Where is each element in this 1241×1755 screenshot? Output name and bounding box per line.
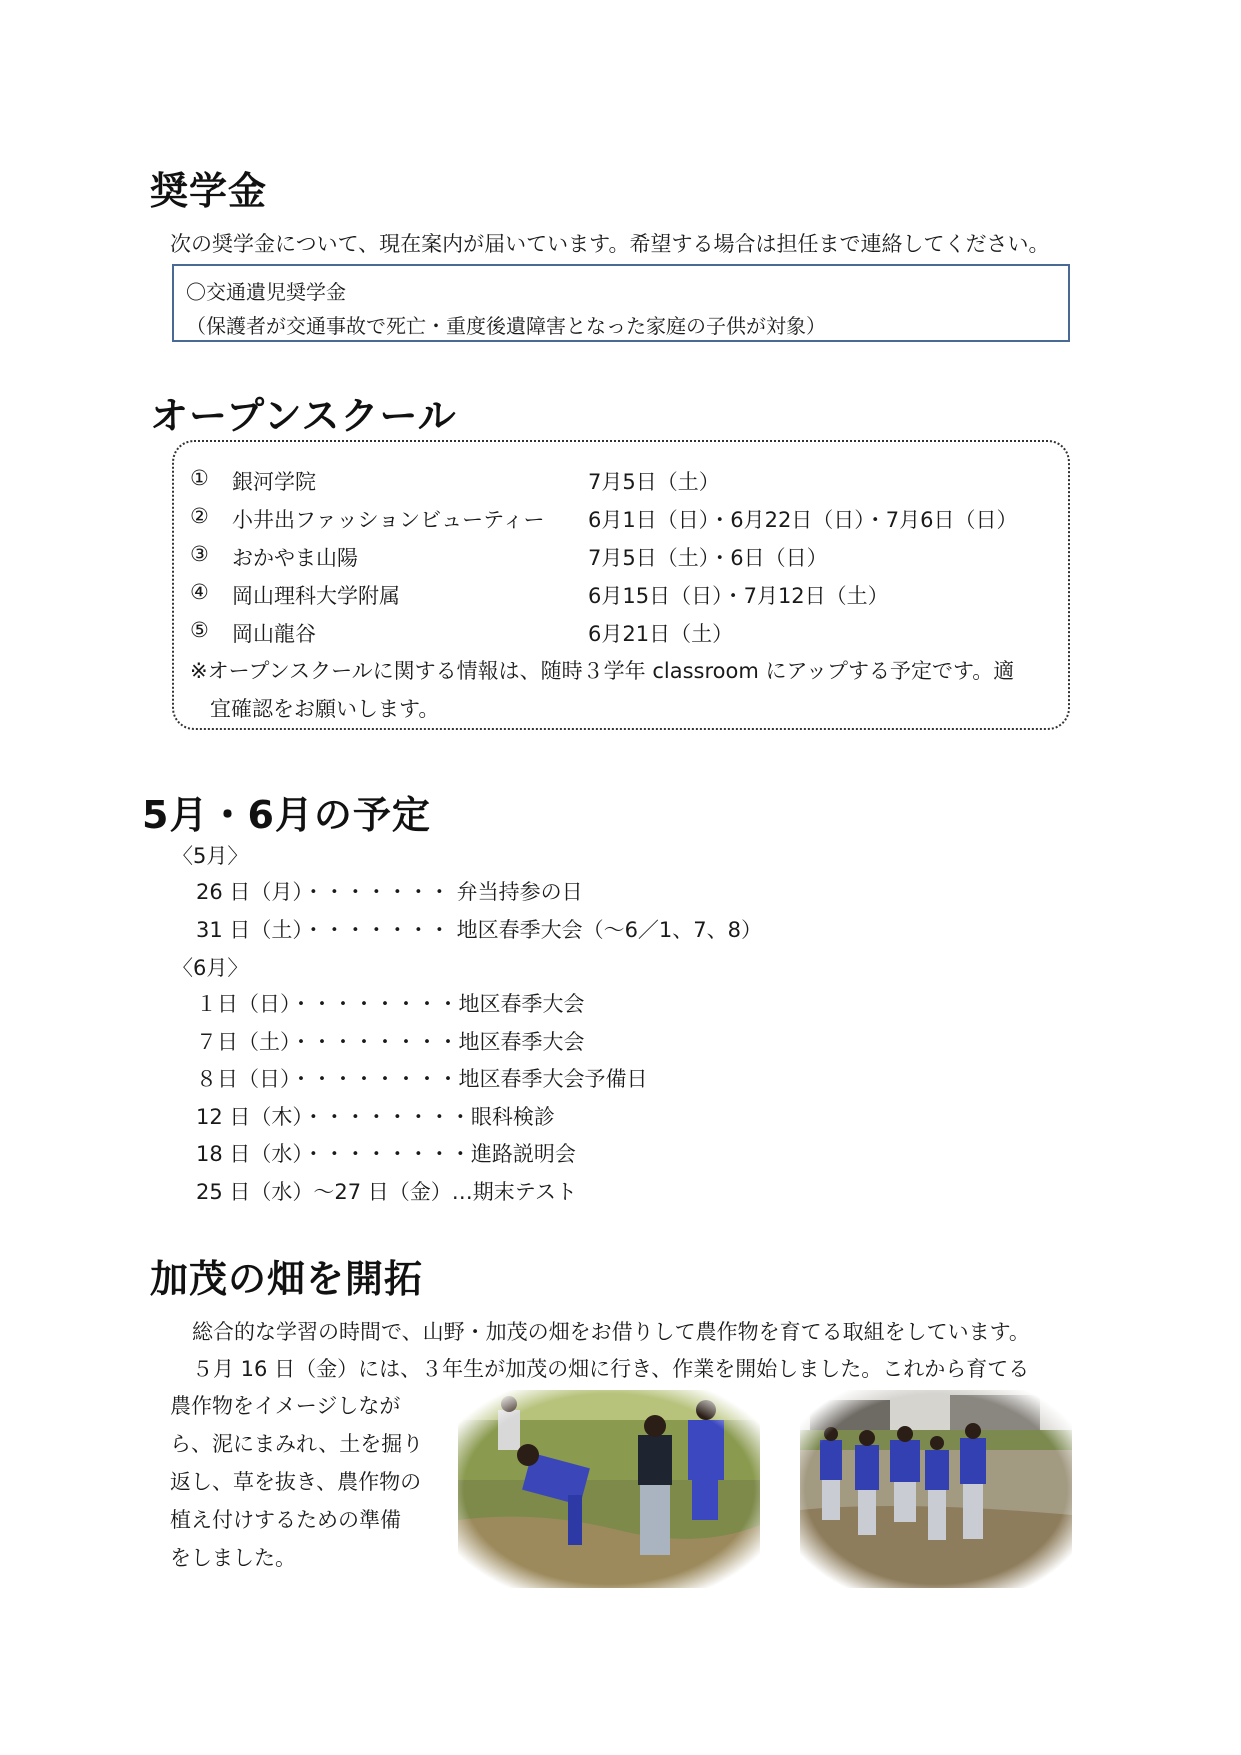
schedule-june-label: 〈6月〉 bbox=[172, 956, 249, 980]
open-school-item-date: 6月1日（日）・6月22日（日）・7月6日（日） bbox=[588, 508, 1018, 532]
open-school-item-date: 6月15日（日）・7月12日（土） bbox=[588, 584, 889, 608]
open-school-note-line1: ※オープンスクールに関する情報は、随時３学年 classroom にアップする予定です。適 bbox=[190, 659, 1015, 683]
farm-side-line: 植え付けするための準備 bbox=[170, 1508, 401, 1532]
farm-side-line: をしました。 bbox=[170, 1546, 296, 1570]
scholarship-heading: 奨学金 bbox=[150, 169, 268, 213]
open-school-item-name: 銀河学院 bbox=[232, 470, 316, 494]
open-school-item-date: 6月21日（土） bbox=[588, 622, 734, 646]
schedule-item: 12 日（木）・・・・・・・・眼科検診 bbox=[196, 1105, 555, 1129]
farm-photo-1 bbox=[458, 1390, 760, 1588]
farm-side-line: ら、泥にまみれ、土を掘り bbox=[170, 1432, 424, 1456]
schedule-item: ８日（日）・・・・・・・・地区春季大会予備日 bbox=[196, 1067, 648, 1091]
scholarship-box-line2: （保護者が交通事故で死亡・重度後遺障害となった家庭の子供が対象） bbox=[186, 314, 826, 338]
schedule-may-label: 〈5月〉 bbox=[172, 844, 249, 868]
schedule-item: 26 日（月）・・・・・・・ 弁当持参の日 bbox=[196, 880, 583, 904]
open-school-box bbox=[172, 440, 1070, 730]
schedule-item: 18 日（水）・・・・・・・・進路説明会 bbox=[196, 1142, 576, 1166]
open-school-item-num: ④ bbox=[190, 580, 209, 604]
schedule-item: １日（日）・・・・・・・・地区春季大会 bbox=[196, 992, 585, 1016]
farm-side-line: 返し、草を抜き、農作物の bbox=[170, 1470, 422, 1494]
open-school-heading: オープンスクール bbox=[150, 394, 457, 438]
open-school-item-name: 小井出ファッションビューティー bbox=[232, 508, 545, 532]
open-school-item-num: ③ bbox=[190, 542, 209, 566]
schedule-item: 25 日（水）～27 日（金）…期末テスト bbox=[196, 1180, 577, 1204]
farm-photo-2-image bbox=[800, 1390, 1072, 1588]
scholarship-box-line1: 〇交通遺児奨学金 bbox=[186, 280, 346, 304]
farm-heading: 加茂の畑を開拓 bbox=[150, 1257, 424, 1301]
schedule-heading: 5月・6月の予定 bbox=[142, 793, 431, 837]
schedule-item: ７日（土）・・・・・・・・地区春季大会 bbox=[196, 1030, 585, 1054]
open-school-item-num: ② bbox=[190, 504, 209, 528]
farm-side-line: 農作物をイメージしなが bbox=[170, 1394, 401, 1418]
open-school-item-name: 岡山龍谷 bbox=[232, 622, 316, 646]
open-school-item-name: 岡山理科大学附属 bbox=[232, 584, 400, 608]
schedule-item: 31 日（土）・・・・・・・ 地区春季大会（～6／1、7、8） bbox=[196, 918, 763, 942]
open-school-note-line2: 宜確認をお願いします。 bbox=[210, 697, 440, 721]
scholarship-box bbox=[172, 264, 1070, 342]
farm-paragraph-1: 総合的な学習の時間で、山野・加茂の畑をお借りして農作物を育てる取組をしています。 bbox=[192, 1320, 1030, 1344]
scholarship-intro: 次の奨学金について、現在案内が届いています。希望する場合は担任まで連絡してください。 bbox=[170, 232, 1050, 256]
open-school-item-num: ⑤ bbox=[190, 618, 209, 642]
open-school-item-date: 7月5日（土） bbox=[588, 470, 720, 494]
farm-paragraph-2: ５月 16 日（金）には、３年生が加茂の畑に行き、作業を開始しました。これから育てる bbox=[192, 1357, 1030, 1381]
farm-photo-2 bbox=[800, 1390, 1072, 1588]
open-school-item-name: おかやま山陽 bbox=[232, 546, 358, 570]
open-school-item-num: ① bbox=[190, 466, 209, 490]
open-school-item-date: 7月5日（土）・6日（日） bbox=[588, 546, 828, 570]
farm-photo-1-image bbox=[458, 1390, 760, 1588]
